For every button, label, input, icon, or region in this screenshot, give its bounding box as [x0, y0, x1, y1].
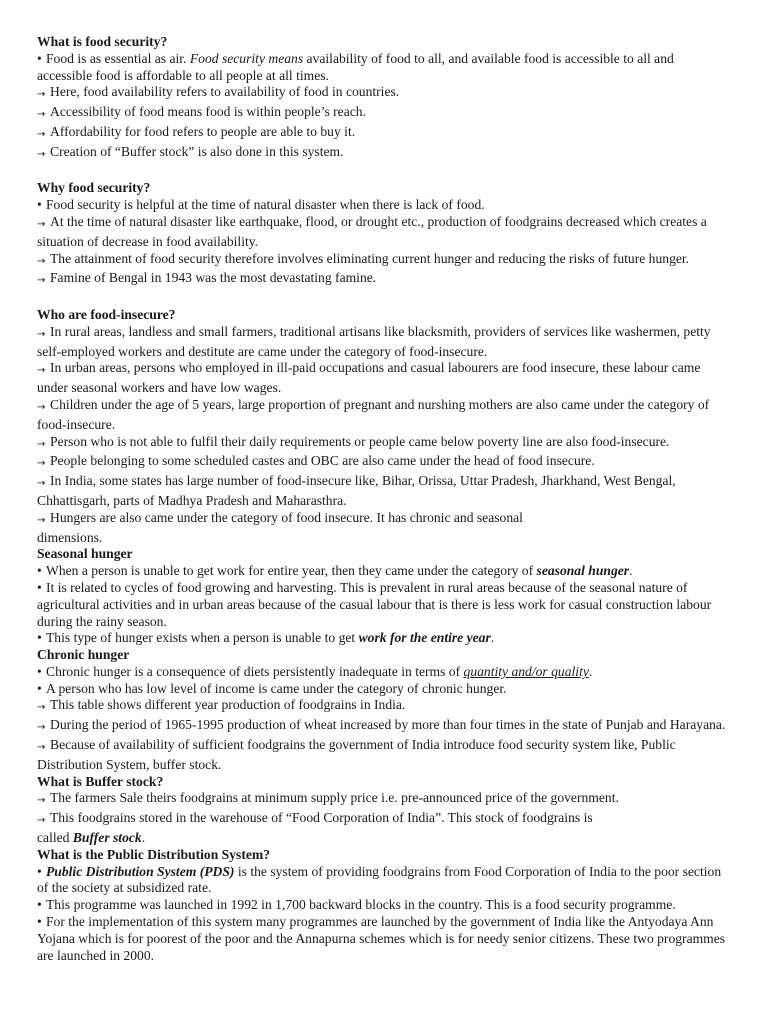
heading-what-is-pds: What is the Public Distribution System? [37, 846, 270, 862]
text: Person who is not able to fulfil their daily requirements or people came below poverty line are also food-insecure. [50, 433, 670, 449]
arrow-icon: → [37, 458, 46, 470]
arrow-item [37, 510, 732, 547]
text: This type of hunger exists when a person is unable to get [46, 630, 359, 646]
bullet-icon: • [37, 197, 42, 213]
heading-what-is-food-security: What is food security? [37, 34, 168, 49]
bullet-icon: • [37, 680, 42, 696]
text: . [141, 830, 146, 846]
arrow-icon: → [37, 218, 46, 230]
text: At the time of natural disaster like earthquake, flood, or drought etc., production of foodgrains decreased which creates a situation of decrease in food availability. [37, 213, 707, 249]
arrow-item [37, 810, 732, 847]
text: Affordability for food refers to people are able to buy it. [50, 123, 356, 139]
arrow-icon: → [37, 109, 46, 121]
emphasis-text: seasonal hunger [536, 563, 630, 579]
arrow-icon: → [37, 128, 46, 140]
heading-seasonal-hunger: Seasonal hunger [37, 546, 133, 562]
text: availability of food to all, and available food is accessible to all and accessible food is affordable to all people at all times. [37, 50, 674, 83]
emphasis-text: Buffer stock [72, 830, 142, 846]
arrow-icon: → [37, 328, 46, 340]
text: This table shows different year production of foodgrains in India. [50, 697, 406, 713]
text: The farmers Sale theirs foodgrains at minimum supply price i.e. pre-announced price of the government. [50, 790, 619, 806]
text: Food is as essential as air. [46, 50, 190, 66]
arrow-icon: → [37, 514, 46, 526]
bullet-icon: • [37, 579, 42, 595]
arrow-item [37, 214, 732, 251]
arrow-item [37, 697, 732, 717]
text: In India, some states has large number of food-insecure like, Bihar, Orissa, Uttar Pradesh, Jharkhand, West Bengal, Chhattisgarh, parts of Madhya Pradesh and Maharasthra. [37, 473, 676, 508]
bullet-item [37, 864, 732, 898]
arrow-item [37, 324, 732, 361]
text: Hungers are also came under the category of food insecure. It has chronic and seasonal [50, 509, 523, 525]
text: A person who has low level of income is came under the category of chronic hunger. [46, 680, 507, 696]
spacer [37, 164, 732, 181]
arrow-icon: → [37, 795, 46, 807]
arrow-item [37, 790, 732, 810]
text: The attainment of food security therefore involves eliminating current hunger and reducing the risks of future hunger. [50, 250, 690, 266]
heading-why-food-security: Why food security? [37, 180, 151, 196]
arrow-icon: → [37, 365, 46, 377]
arrow-icon: → [37, 148, 46, 160]
text: Accessibility of food means food is within people’s reach. [50, 104, 366, 120]
arrow-item [37, 144, 732, 164]
bullet-icon: • [37, 914, 42, 930]
text: Children under the age of 5 years, large proportion of pregnant and nurshing mothers are also came under the category of food-insecure. [37, 396, 710, 432]
arrow-item [37, 473, 732, 510]
text: is the system of providing foodgrains from Food Corporation of India to the poor section of the society at subsidized rate. [37, 863, 722, 896]
emphasis-text: work for the entire year [358, 630, 491, 646]
arrow-icon: → [37, 478, 46, 490]
text: In rural areas, landless and small farmers, traditional artisans like blacksmith, providers of services like washermen, petty self-employed workers and destitute are came under the category of food-insecure. [37, 323, 711, 359]
text: Food security is helpful at the time of natural disaster when there is lack of food. [46, 197, 485, 213]
heading-chronic-hunger: Chronic hunger [37, 647, 130, 663]
text: . [629, 563, 633, 579]
bullet-item [37, 580, 732, 630]
arrow-item [37, 251, 732, 271]
bullet-item [37, 563, 732, 580]
arrow-icon: → [37, 89, 46, 101]
bullet-icon: • [37, 50, 42, 66]
text: . [588, 663, 593, 679]
text: This foodgrains stored in the warehouse of “Food Corporation of India”. This stock of foodgrains is [50, 810, 593, 826]
text: This programme was launched in 1992 in 1,700 backward blocks in the country. This is a food security programme. [46, 897, 676, 913]
bullet-icon: • [37, 563, 42, 579]
arrow-item [37, 84, 732, 104]
text: In urban areas, persons who employed in ill-paid occupations and casual labourers are food insecure, these labour came under seasonal workers and have low wages. [37, 360, 701, 396]
text: Famine of Bengal in 1943 was the most devastating famine. [50, 270, 377, 286]
bullet-icon: • [37, 897, 42, 913]
bullet-icon: • [37, 863, 42, 879]
arrow-icon: → [37, 255, 46, 267]
arrow-icon: → [37, 702, 46, 714]
heading-what-is-buffer-stock: What is Buffer stock? [37, 773, 164, 789]
emphasis-text: quantity and/or quality [463, 663, 589, 679]
arrow-item [37, 453, 732, 473]
bullet-item [37, 197, 732, 214]
arrow-item [37, 737, 732, 774]
arrow-icon: → [37, 401, 46, 413]
bullet-item [37, 681, 732, 698]
text: People belonging to some scheduled castes and OBC are also came under the head of food insecure. [50, 453, 595, 469]
arrow-icon: → [37, 722, 46, 734]
arrow-icon: → [37, 742, 46, 754]
text: For the implementation of this system many programmes are launched by the government of India like the Antyodaya Ann Yojana which is for poorest of the poor and the Annapurna schemes which is for needy senior citizens. These two programmes are launched in 2000. [37, 914, 726, 963]
emphasis-text: Food security means [189, 50, 304, 66]
bullet-icon: • [37, 630, 42, 646]
text: called [37, 830, 73, 846]
text: Creation of “Buffer stock” is also done in this system. [50, 143, 344, 159]
bullet-icon: • [37, 663, 42, 679]
text: Because of availability of sufficient foodgrains the government of India introduce food security system like, Public Distribution System, buffer stock. [37, 737, 676, 772]
text: dimensions. [37, 529, 103, 545]
emphasis-text: Public Distribution System (PDS) [46, 863, 235, 879]
arrow-icon: → [37, 438, 46, 450]
heading-who-are-food-insecure: Who are food-insecure? [37, 306, 176, 322]
bullet-item [37, 664, 732, 681]
text: Here, food availability refers to availability of food in countries. [50, 84, 400, 100]
arrow-icon: → [37, 275, 46, 287]
arrow-item [37, 397, 732, 434]
spacer [37, 290, 732, 307]
bullet-item [37, 897, 732, 914]
arrow-item [37, 104, 732, 124]
text: It is related to cycles of food growing and harvesting. This is prevalent in rural areas because of the seasonal nature of agricultural activities and in urban areas because of the casual labour that is there is less work for casual construction labour during the rainy season. [37, 579, 712, 629]
bullet-item [37, 51, 732, 85]
arrow-item [37, 434, 732, 454]
arrow-item [37, 270, 732, 290]
arrow-icon: → [37, 815, 46, 827]
arrow-item [37, 717, 732, 737]
bullet-item [37, 630, 732, 647]
arrow-item [37, 124, 732, 144]
text: When a person is unable to get work for entire year, then they came under the category of [46, 563, 537, 579]
text: . [490, 630, 495, 646]
bullet-item [37, 914, 732, 964]
text: Chronic hunger is a consequence of diets persistently inadequate in terms of [46, 663, 464, 679]
arrow-item [37, 360, 732, 397]
text: During the period of 1965-1995 production of wheat increased by more than four times in the state of Punjab and Harayana. [50, 717, 726, 733]
